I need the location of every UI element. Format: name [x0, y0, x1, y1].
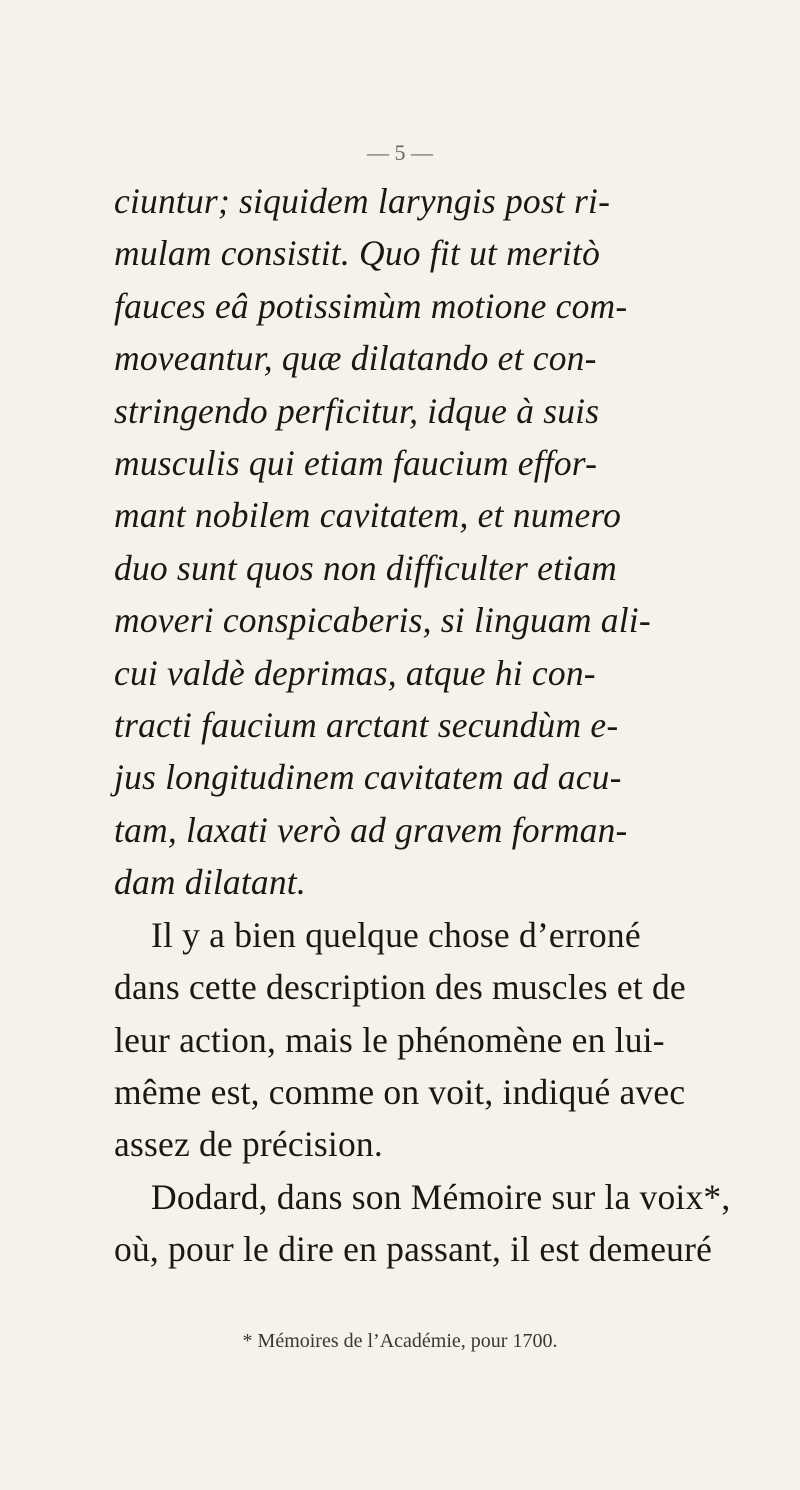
latin-text-line: musculis qui etiam faucium effor- [114, 443, 598, 484]
latin-text-line: moveantur, quæ dilatando et con- [114, 338, 597, 379]
french-text-line: dans cette description des muscles et de [114, 967, 686, 1008]
latin-text-line: moveri conspicaberis, si linguam ali- [114, 600, 651, 641]
latin-text-line: fauces eâ potissimùm motione com- [114, 285, 628, 326]
latin-text-line: ciuntur; siquidem laryngis post ri- [114, 181, 611, 221]
french-text-line: où, pour le dire en passant, il est demeuré [114, 1229, 713, 1270]
french-text-line: leur action, mais le phénomène en lui- [114, 1019, 665, 1060]
latin-text-line: dam dilatant. [114, 862, 306, 903]
french-paragraph-start: Dodard, dans son Mémoire sur la voix*, [151, 1176, 731, 1217]
footnote: * Mémoires de l’Académie, pour 1700. [242, 1330, 558, 1352]
latin-text-line: cui valdè deprimas, atque hi con- [114, 652, 596, 693]
latin-text-line: mant nobilem cavitatem, et numero [114, 495, 622, 536]
body-text [114, 175, 731, 1276]
latin-text-line: duo sunt quos non difficulter etiam [114, 547, 617, 588]
latin-text-line: mulam consistit. Quo fit ut meritò [114, 233, 601, 274]
page-number: — 5 — [367, 140, 433, 165]
french-text-line: assez de précision. [114, 1124, 383, 1165]
latin-text-line: tam, laxati verò ad gravem forman- [114, 809, 628, 850]
latin-text-line: jus longitudinem cavitatem ad acu- [114, 757, 622, 798]
latin-text-line: tracti faucium arctant secundùm e- [114, 705, 619, 746]
french-text-line: même est, comme on voit, indiqué avec [114, 1071, 686, 1112]
latin-text-line: stringendo perficitur, idque à suis [114, 390, 600, 431]
french-paragraph-start: Il y a bien quelque chose d’erroné [151, 914, 641, 955]
